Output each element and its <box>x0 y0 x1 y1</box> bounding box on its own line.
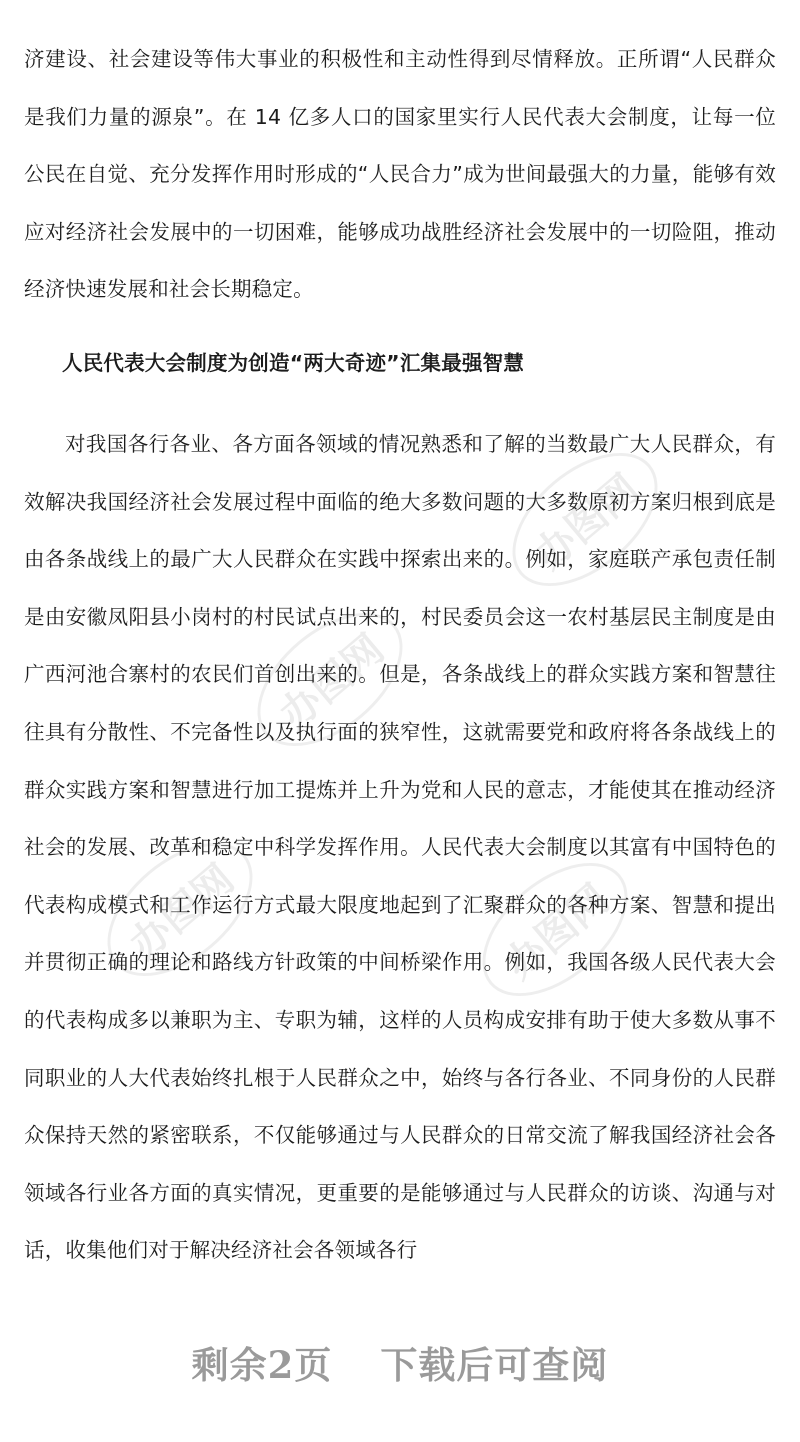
section-heading: 人民代表大会制度为创造“两大奇迹”汇集最强智慧 <box>62 351 525 375</box>
watermark: 办图网 <box>83 817 277 1002</box>
download-prompt[interactable] <box>0 1335 800 1389</box>
body-paragraph: 对我国各行各业、各方面各领域的情况熟悉和了解的当数最广大人民群众，有效解决我国经济社会发展过程中面临的绝大多数问题的大多数原初方案归根到底是由各条战线上的最广大人民群众在实践中探索出来的。例如，家庭联产承包责任制是由安徽凤阳县小岗村的村民试点出来的，村民委员会这一农村基层民主制度是由广西河池合寨村的农民们首创出来的。但是，各条战线上的群众实践方案和智慧往往具有分散性、不完备性以及执行面的狭窄性，这就需要党和政府将各条战线上的群众实践方案和智慧进行加工提炼并上升为党和人民的意志，才能使其在推动经济社会的发展、改革和稳定中科学发挥作用。人民代表大会制度以其富有中国特色的代表构成模式和工作运行方式最大限度地起到了汇聚群众的各种方案、智慧和提出并贯彻正确的理论和路线方针政策的中间桥梁作用。例如，我国各级人民代表大会的代表构成多以兼职为主、专职为辅，这样的人员构成安排有助于使大多数从事不同职业的人大代表始终扎根于人民群众之中，始终与各行各业、不同身份的人民群众保持天然的紧密联系，不仅能够通过与人民群众的日常交流了解我国经济社会各领域各行业各方面的真实情况，更重要的是能够通过与人民群众的访谈、沟通与对话，收集他们对于解决经济社会各领域各行 <box>24 432 776 1263</box>
remaining-pages-label: 剩余2页 <box>191 1343 333 1387</box>
watermark: 办图网 <box>488 427 682 612</box>
download-hint-label: 下载后可查阅 <box>380 1343 609 1387</box>
watermark: 办图网 <box>233 587 427 772</box>
body-paragraph: 济建设、社会建设等伟大事业的积极性和主动性得到尽情释放。正所谓“人民群众是我们力量的源泉”。在 14 亿多人口的国家里实行人民代表大会制度，让每一位公民在自觉、充分发挥作用时形成的“人民合力”成为世间最强大的力量，能够有效应对经济社会发展中的一切困难，能够成功战胜经济社会发展中的一切险阻，推动经济快速发展和社会长期稳定。 <box>24 47 776 302</box>
watermark: 办图网 <box>458 837 652 1022</box>
